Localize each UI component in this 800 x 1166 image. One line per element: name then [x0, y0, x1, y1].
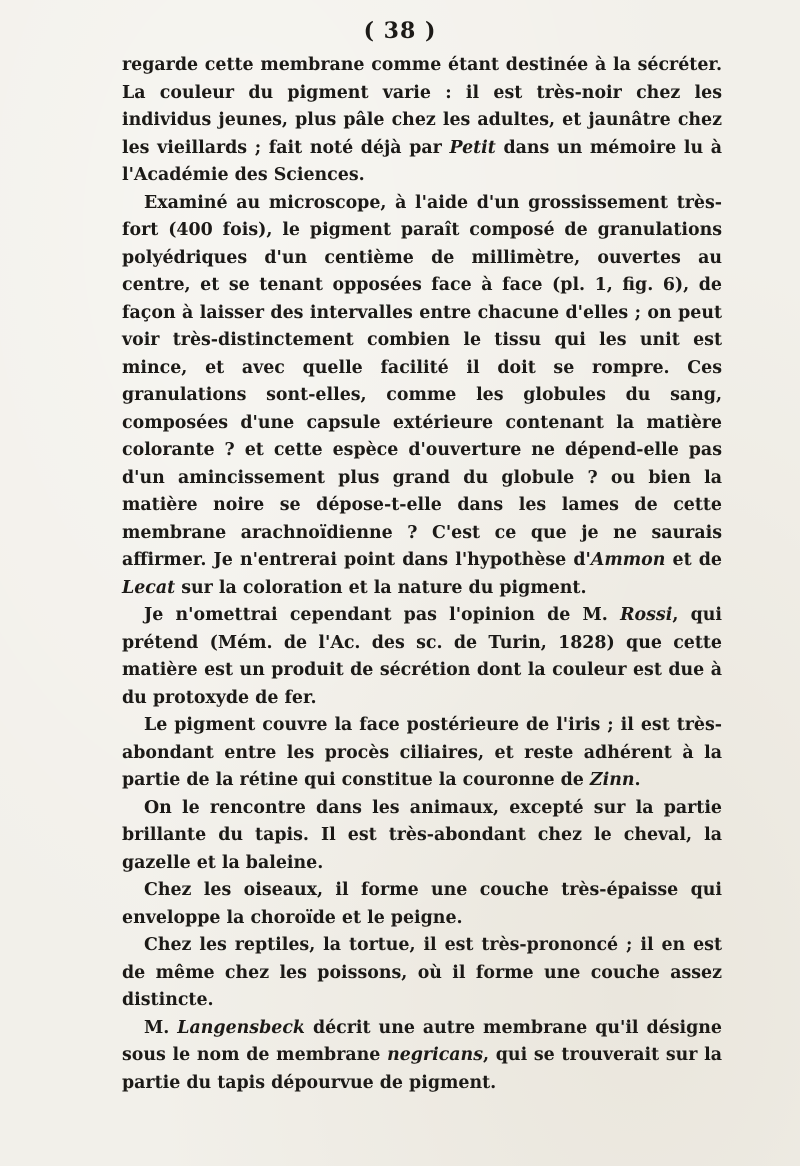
italic-name: Langensbeck [177, 1017, 305, 1038]
text-run: Examiné au microscope, à l'aide d'un grossissement très-fort (400 fois), le pigment paraît composé de granulations polyédriques d'un centième de millimètre, ouvertes au centre, et se tenant opposées face à face (pl. 1, fig. 6), de façon à laisser des intervalles entre chacune d'elles ; on peut voir très-distinctement combien le tissu qui les unit est mince, et avec quelle facilité il doit se rompre. Ces granulations sont-elles, comme les globules du sang, composées d'une capsule extérieure contenant la matière colorante ? et cette espèce d'ouverture ne dépend-elle pas d'un amincissement plus grand du globule ? ou bien la matière noire se dépose-t-elle dans les lames de cette membrane arachnoïdienne ? C'est ce que je ne saurais affirmer. Je n'entrerai point dans l'hypothèse d' [122, 192, 722, 570]
italic-name: Petit [449, 137, 496, 158]
italic-name: Zinn [589, 770, 635, 790]
italic-name: Ammon [590, 550, 666, 570]
paragraph [122, 602, 722, 712]
text-run: Chez les oiseaux, il forme une couche très-épaisse qui enveloppe la choroïde et le peigne. [122, 880, 722, 928]
italic-name: negricans [387, 1045, 483, 1065]
text-run: regarde cette membrane comme étant destinée à la sécréter. La couleur du pigment varie : il est très-noir chez les individus jeunes, plus pâle chez les adultes, et jaunâtre chez les vieillards ; fait noté déjà par [122, 55, 722, 158]
paragraph [122, 1015, 722, 1098]
text-run: On le rencontre dans les animaux, excepté sur la partie brillante du tapis. Il est très-abondant chez le cheval, la gazelle et la baleine. [122, 797, 722, 873]
text-run: M. [144, 1017, 178, 1038]
text-run: sur la coloration et la nature du pigment. [175, 577, 587, 598]
text-run: . [634, 770, 641, 790]
text-run: Le pigment couvre la face postérieure de l'iris ; il est très-abondant entre les procès ciliaires, et reste adhérent à la partie de la rétine qui constitue la couronne de [122, 715, 722, 790]
page-number: ( 38 ) [363, 18, 437, 44]
text-run: Chez les reptiles, la tortue, il est très-prononcé ; il en est de même chez les poissons, où il forme une couche assez distincte. [122, 935, 722, 1010]
text-run: et de [665, 550, 722, 570]
text-run: Je n'omettrai cependant pas l'opinion de M. [144, 605, 621, 625]
paragraph [122, 877, 722, 932]
paragraph [122, 190, 722, 603]
text-run: décrit une autre membrane qu'il désigne sous le nom de membrane [122, 1017, 723, 1065]
paragraph [122, 712, 722, 795]
text-run: dans un mémoire lu à l'Académie des Sciences. [122, 137, 723, 185]
text-run: , qui se trouverait sur la partie du tapis dépourvue de pigment. [122, 1045, 722, 1093]
italic-name: Rossi [620, 605, 673, 625]
italic-name: Lecat [122, 577, 176, 598]
paragraph [122, 795, 722, 878]
paragraph [122, 52, 722, 190]
text-run: , qui prétend (Mém. de l'Ac. des sc. de Turin, 1828) que cette matière est un produit de sécrétion dont la couleur est due à du protoxyde de fer. [122, 605, 722, 708]
paragraph [122, 932, 722, 1015]
body-text [122, 52, 722, 1097]
